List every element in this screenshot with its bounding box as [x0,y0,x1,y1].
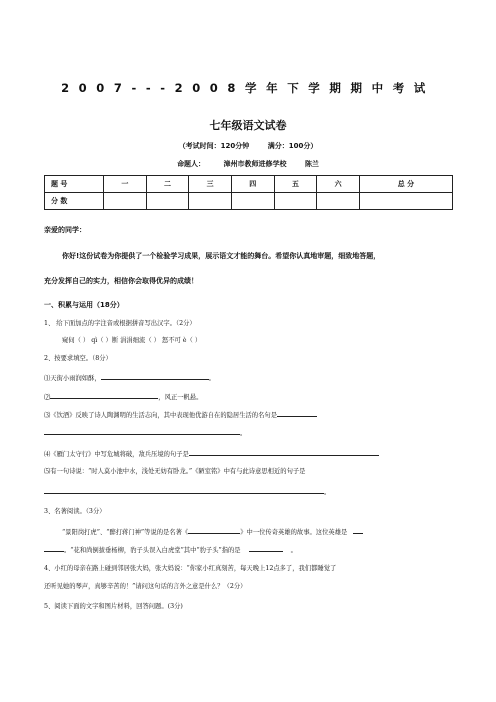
question-1-items: 窥伺（ ） qì（ ）断 涓涓细流（ ） 怒不可 è（ ） [62,337,202,344]
q3-text-c: 。“花和尚倒拔垂杨柳，豹子头误入白虎堂”其中“豹子头”指的是 [64,547,241,554]
score-cell: 一 [104,176,147,193]
question-2-2 [44,390,202,401]
score-table-score-row [45,193,453,210]
intro-line-2: 充分发挥自己的实力，相信你会取得优异的成绩！ [44,277,198,285]
score-blank[interactable] [104,193,147,210]
answer-blank[interactable] [44,485,324,494]
paper-subtitle: 七年级语文试卷 [209,119,287,132]
author-line [0,159,496,169]
score-cell: 总 分 [359,176,452,193]
score-cell: 分 数 [45,193,104,210]
answer-blank[interactable] [188,525,240,534]
exam-meta [0,141,496,151]
question-2-5-cont [44,485,330,496]
q2-2-end: ，风正一帆悬。 [158,394,203,401]
score-cell: 五 [274,176,317,193]
exam-time: （考试时间：120分钟 [178,142,250,150]
question-4-line-1: 4、小红的母亲在路上碰到邻居张大妈，张大妈说：“你家小红真刻苦，每天晚上12点多了，我们都睡觉了 [44,565,337,572]
author-name: 陈兰 [304,160,319,168]
score-blank[interactable] [189,193,232,210]
greeting: 亲爱的同学： [44,226,86,234]
answer-blank[interactable] [249,543,283,552]
q2-5-end: 。 [324,489,331,496]
author-school: 漳州市教师进修学校 [223,160,287,168]
full-score: 满分：100分） [267,142,318,150]
q2-3-end: 。 [240,430,247,437]
section-heading: 一、积累与运用（18分） [44,301,124,309]
q2-1-text: ⑴天街小雨润如酥， [44,375,101,382]
score-table [44,175,453,210]
answer-blank[interactable] [101,371,209,380]
q3-text-a: “景阳岗打虎”、“醉打蒋门神”等说的是名著《 [62,529,189,536]
score-cell: 二 [146,176,189,193]
score-blank[interactable] [274,193,317,210]
score-cell: 题 号 [45,176,104,193]
answer-blank[interactable] [44,543,64,552]
score-cell: 四 [231,176,274,193]
answer-blank[interactable] [353,525,363,534]
answer-blank[interactable] [277,408,317,417]
answer-blank[interactable] [50,390,158,399]
question-2-5: ⑸有一句诗说：“时人莫小池中水，浅处无妨有卧龙。”《陋室铭》中有与此诗意思相近的句子是 [44,468,306,475]
intro-line-1: 你好!这份试卷为你提供了一个检验学习成果，展示语文才能的舞台。希望你认真地审题，细致地答题， [62,252,381,260]
q3-text-b: 》中一位传奇英雄的故事。这位英雄是 [240,529,348,536]
exam-title: 2007---2008学年下学期期中考试 [61,81,435,95]
question-1: 1、 给下面加点的字注音或根据拼音写出汉字。（2分） [44,320,196,327]
q2-3-text: ⑶《饮酒》反映了诗人陶渊明的生活志向，其中表现他优游自在的隐居生活的名句是 [44,412,277,419]
question-2-3-cont [44,426,246,437]
question-2-1 [44,371,215,382]
score-blank[interactable] [317,193,360,210]
score-cell: 六 [317,176,360,193]
answer-blank[interactable] [189,447,379,456]
author-label: 命题人： [177,160,206,168]
q2-1-end: 。 [208,375,215,382]
score-blank[interactable] [359,193,452,210]
question-3-line-1 [62,525,363,536]
question-2-4 [44,447,379,458]
score-cell: 三 [189,176,232,193]
score-blank[interactable] [231,193,274,210]
question-4-line-2: 还听见她的琴声，真够辛苦的！”请问这句话的言外之意是什么？（2分） [44,583,247,590]
question-3: 3、名著阅读。（3分） [44,508,106,515]
q2-4-text: ⑷《雁门太守行》中写危城将破，敌兵压境的句子是 [44,451,189,458]
answer-blank[interactable] [44,426,240,435]
score-table-header-row [45,176,453,193]
question-2: 2、按要求填空。（8分） [44,355,112,362]
q3-text-d: 。 [290,547,297,554]
q2-2-text: ⑵ [44,394,51,401]
question-3-line-2 [44,543,297,554]
score-blank[interactable] [146,193,189,210]
question-2-3 [44,408,317,419]
question-5: 5、阅读下面的文字和图片材料，回答问题。(3分) [44,603,183,610]
